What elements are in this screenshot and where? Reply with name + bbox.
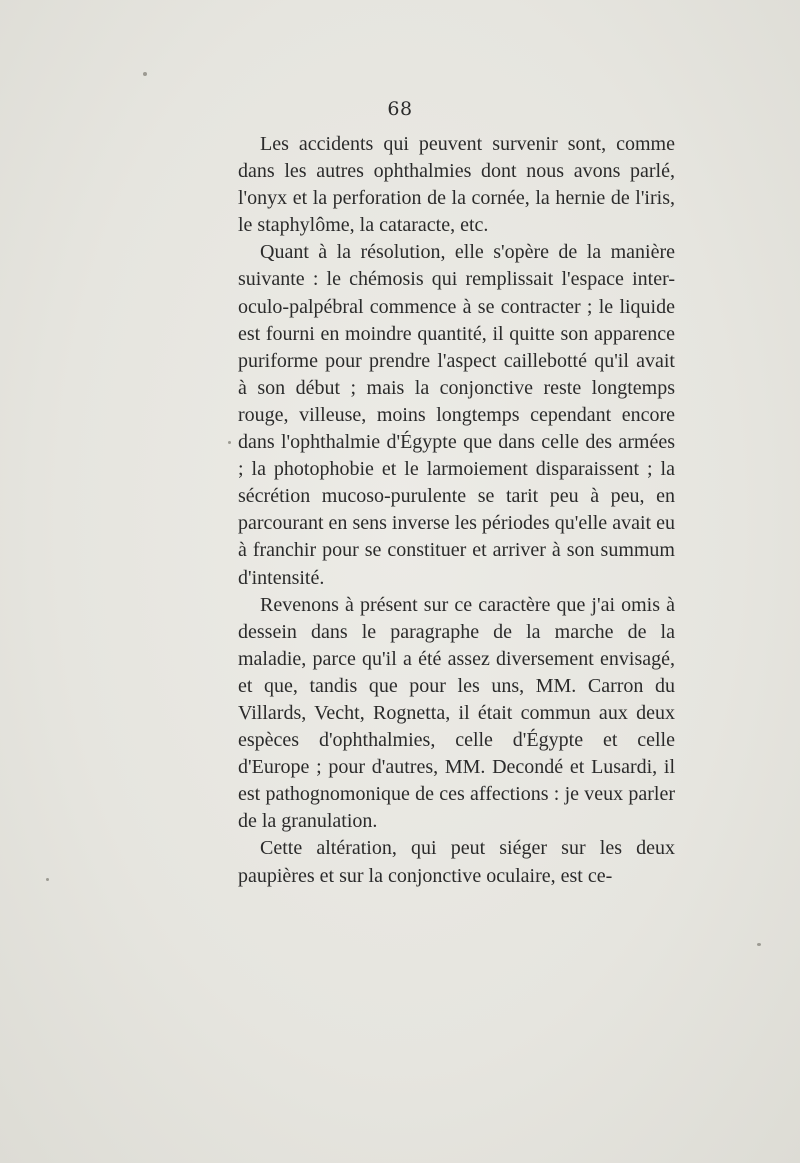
page-number: 68 — [387, 98, 413, 120]
paragraph-3: Revenons à présent sur ce caractère que j'ai omis à dessein dans le paragraphe de la marche de la maladie, parce qu'il a été assez diversement envisagé, et que, tandis que pour les uns, MM. Carron du Villards, Vecht, Rognetta, il était commun aux deux espèces d'ophthalmies, celle d'Égypte et celle d'Europe ; pour d'autres, MM. Decondé et Lusardi, il est pathognomonique de ces affections : je veux parler de la granulation. — [238, 593, 675, 833]
paragraph-4: Cette altération, qui peut siéger sur les deux paupières et sur la conjonctive oculaire, est ce- — [238, 837, 675, 887]
ink-speck — [46, 878, 49, 881]
paragraph-1: Les accidents qui peuvent survenir sont, comme dans les autres ophthalmies dont nous avons parlé, l'onyx et la perforation de la cornée, la hernie de l'iris, le staphylôme, la cataracte, etc. — [238, 133, 675, 237]
ink-speck — [757, 943, 761, 946]
body-text — [238, 131, 675, 890]
paragraph-2: Quant à la résolution, elle s'opère de la manière suivante : le chémosis qui remplissait l'espace inter-oculo-palpébral commence à se contracter ; le liquide est fourni en moindre quantité, il quitte son apparence puriforme pour prendre l'aspect caillebotté qu'il avait à son début ; mais la conjonctive reste longtemps rouge, villeuse, moins longtemps cependant encore dans l'ophthalmie d'Égypte que dans celle des armées ; la photophobie et le larmoiement disparaissent ; la sécrétion mucoso-purulente se tarit peu à peu, en parcourant en sens inverse les périodes qu'elle avait eu à franchir pour se constituer et arriver à son summum d'intensité. — [238, 241, 675, 589]
ink-speck — [143, 72, 147, 76]
ink-speck — [228, 441, 231, 444]
